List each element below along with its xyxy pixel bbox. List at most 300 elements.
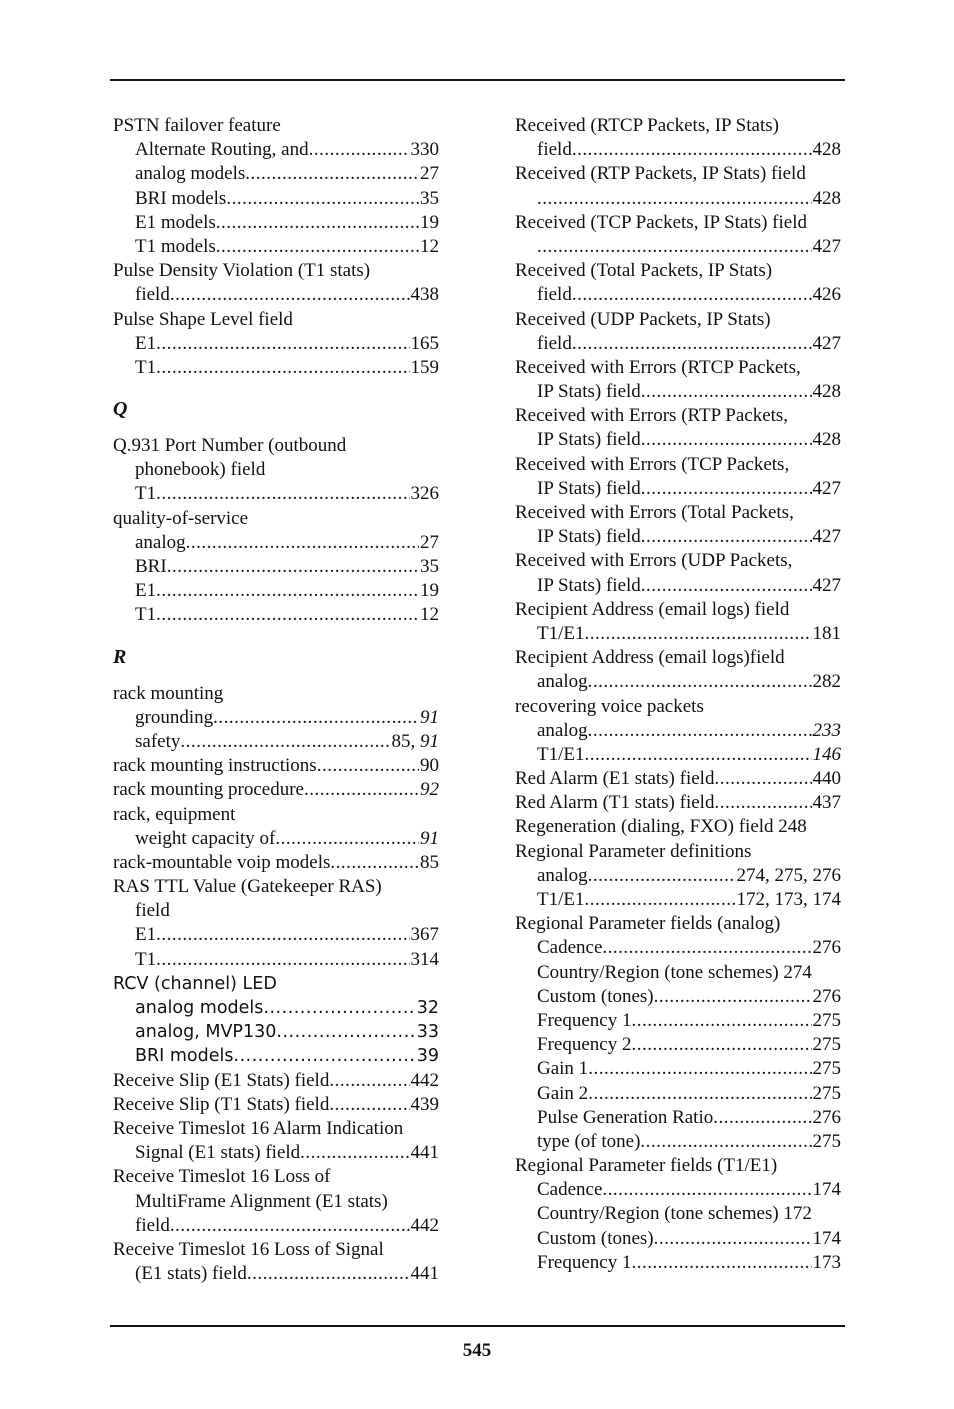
index-subentry xyxy=(515,1106,841,1130)
entry-term: weight capacity of xyxy=(135,827,276,849)
page-number-ref: 326 xyxy=(410,483,439,505)
dot-leader xyxy=(276,1020,415,1044)
page-number-ref: 427 xyxy=(812,235,841,257)
index-entry: Received with Errors (UDP Packets, xyxy=(515,550,793,572)
page-reference xyxy=(410,1262,440,1286)
entry-term: Custom (tones) xyxy=(537,985,654,1007)
page-number-ref: 165 xyxy=(410,332,439,354)
index-subentry xyxy=(515,525,841,549)
page-reference xyxy=(736,864,842,888)
page-number-ref: 233 xyxy=(812,719,841,741)
index-entry: Received (UDP Packets, IP Stats) xyxy=(515,308,771,330)
entry-term: field xyxy=(135,1214,170,1236)
entry-term: T1 xyxy=(135,356,157,378)
entry-term: Receive Slip (E1 Stats) field xyxy=(113,1069,330,1091)
page-reference xyxy=(812,1178,842,1202)
index-entry xyxy=(113,754,439,778)
entry-term: rack mounting instructions xyxy=(113,755,317,777)
index-subentry xyxy=(113,482,439,506)
index-letter-heading: R xyxy=(113,645,127,668)
index-subentry xyxy=(515,187,841,211)
entry-term: T1 xyxy=(135,948,157,970)
entry-term: field xyxy=(537,284,572,306)
dot-leader xyxy=(641,574,812,598)
page-number-ref: 181 xyxy=(812,622,841,644)
dot-leader xyxy=(588,670,812,694)
page-reference xyxy=(410,332,440,356)
dot-leader xyxy=(588,1057,811,1081)
dot-leader xyxy=(216,211,419,235)
page-reference xyxy=(812,1057,842,1081)
index-entry: Received with Errors (TCP Packets, xyxy=(515,453,790,475)
dot-leader xyxy=(641,428,812,452)
index-entry: RAS TTL Value (Gatekeeper RAS) xyxy=(113,876,382,898)
index-subentry xyxy=(515,380,841,404)
index-entry: quality-of-service xyxy=(113,507,249,529)
page-number-ref: 426 xyxy=(812,284,841,306)
page-number-ref: 427 xyxy=(812,477,841,499)
page-number-ref: 428 xyxy=(812,381,841,403)
index-entry xyxy=(113,778,439,802)
page-reference xyxy=(812,1009,842,1033)
dot-leader xyxy=(263,996,415,1020)
dot-leader xyxy=(572,138,812,162)
page-number-ref: 35 xyxy=(420,187,439,209)
page-reference xyxy=(419,827,439,851)
entry-term: Alternate Routing, and xyxy=(135,139,309,161)
index-entry: RCV (channel) LED xyxy=(113,973,277,994)
page-reference xyxy=(812,791,842,815)
index-subentry xyxy=(113,1044,439,1068)
index-subentry xyxy=(113,332,439,356)
dot-leader xyxy=(317,754,419,778)
entry-term: BRI models xyxy=(135,187,227,209)
page-reference xyxy=(812,574,842,598)
entry-term: Frequency 2 xyxy=(537,1034,632,1056)
index-subentry xyxy=(515,622,841,646)
page-reference xyxy=(419,603,439,627)
entry-term: field xyxy=(537,332,572,354)
dot-leader xyxy=(216,235,419,259)
entry-term: analog xyxy=(537,719,588,741)
page-number-ref: 276 xyxy=(812,1106,841,1128)
index-subentry xyxy=(113,996,439,1020)
index-entry: Received (Total Packets, IP Stats) xyxy=(515,260,773,282)
dot-leader xyxy=(300,1141,409,1165)
page-reference xyxy=(812,670,842,694)
index-entry xyxy=(113,851,439,875)
page-number-ref: 276 xyxy=(812,985,841,1007)
entry-term: analog xyxy=(537,671,588,693)
page-number-ref: 427 xyxy=(812,332,841,354)
page-number: 545 xyxy=(462,1340,492,1361)
page-number-ref: 172, 173, 174 xyxy=(736,889,841,910)
index-subentry: field xyxy=(135,900,170,922)
index-subentry xyxy=(515,574,841,598)
dot-leader xyxy=(304,778,419,802)
page-number-ref: 428 xyxy=(812,429,841,451)
dot-leader xyxy=(641,525,812,549)
index-entry xyxy=(515,767,841,791)
page-reference xyxy=(812,767,842,791)
index-entry xyxy=(113,1093,439,1117)
index-subentry xyxy=(515,719,841,743)
dot-leader xyxy=(588,719,812,743)
index-subentry: MultiFrame Alignment (E1 stats) xyxy=(135,1190,388,1212)
page-reference xyxy=(410,283,440,307)
entry-term: rack mounting procedure xyxy=(113,779,304,801)
index-subentry xyxy=(113,555,439,579)
page-number-ref: 174 xyxy=(812,1227,841,1249)
page-number-ref: 442 xyxy=(410,1214,439,1236)
dot-leader xyxy=(713,1106,811,1130)
page-reference xyxy=(410,1093,440,1117)
index-subentry xyxy=(515,428,841,452)
index-subentry xyxy=(113,138,439,162)
entry-term: T1 xyxy=(135,604,157,626)
dot-leader xyxy=(588,1082,811,1106)
dot-leader xyxy=(641,380,812,404)
index-subentry xyxy=(515,1057,841,1081)
page-reference xyxy=(812,283,842,307)
page-reference xyxy=(812,719,842,743)
dot-leader xyxy=(572,283,812,307)
entry-term: field xyxy=(537,139,572,161)
dot-leader xyxy=(156,482,409,506)
index-entry: rack mounting xyxy=(113,682,224,704)
index-subentry xyxy=(515,1082,841,1106)
page-number-ref: 275 xyxy=(812,1058,841,1080)
page-number-ref: 439 xyxy=(410,1093,439,1115)
page-reference xyxy=(812,743,842,767)
dot-leader xyxy=(170,283,410,307)
page-number-ref: 441 xyxy=(410,1142,439,1164)
page-number-ref: 428 xyxy=(812,187,841,209)
page-number-ref: 276 xyxy=(812,937,841,959)
index-entry: Regional Parameter fields (T1/E1) xyxy=(515,1155,778,1177)
page-number-ref: 27 xyxy=(420,531,439,553)
dot-leader xyxy=(631,1009,811,1033)
page-reference xyxy=(410,1141,440,1165)
page-number-ref: 92 xyxy=(420,779,439,801)
page-reference xyxy=(812,622,842,646)
page-number-ref: 19 xyxy=(420,580,439,602)
page-reference xyxy=(812,1082,842,1106)
index-entry: Receive Timeslot 16 Loss of xyxy=(113,1166,331,1188)
page-reference xyxy=(419,778,439,802)
entry-term: BRI xyxy=(135,556,167,577)
entry-term: grounding xyxy=(135,706,214,728)
index-entry: Receive Timeslot 16 Alarm Indication xyxy=(113,1117,404,1139)
dot-leader xyxy=(234,1044,416,1068)
page-number-ref: 174 xyxy=(812,1179,841,1201)
entry-term: T1 models xyxy=(135,235,216,257)
entry-term: analog xyxy=(537,864,588,886)
index-letter-heading: Q xyxy=(113,398,128,421)
page-reference xyxy=(812,380,842,404)
page-reference xyxy=(419,754,439,778)
entry-term: T1/E1 xyxy=(537,889,585,910)
index-subentry xyxy=(113,948,439,972)
entry-term: analog xyxy=(135,531,186,553)
index-subentry xyxy=(515,1227,841,1251)
index-entry: Pulse Density Violation (T1 stats) xyxy=(113,260,371,282)
dot-leader xyxy=(588,864,736,888)
index-subentry xyxy=(113,706,439,730)
dot-leader xyxy=(631,1033,811,1057)
index-subentry xyxy=(113,1020,439,1044)
page-reference xyxy=(812,1227,842,1251)
entry-term: T1/E1 xyxy=(537,622,585,644)
index-entry: Receive Timeslot 16 Loss of Signal xyxy=(113,1238,384,1260)
entry-term: (E1 stats) field xyxy=(135,1263,247,1285)
entry-term: IP Stats) field xyxy=(537,526,641,548)
page-number-ref: 12 xyxy=(420,604,439,626)
page-reference xyxy=(812,332,842,356)
entry-term: Red Alarm (T1 stats) field xyxy=(515,792,715,814)
entry-term: field xyxy=(135,284,170,306)
dot-leader xyxy=(156,603,419,627)
index-entry: Regional Parameter fields (analog) xyxy=(515,913,781,935)
page-number-ref: 427 xyxy=(812,574,841,596)
page-reference xyxy=(419,162,439,186)
index-subentry xyxy=(515,283,841,307)
dot-leader xyxy=(275,827,419,851)
page-number-ref: 438 xyxy=(410,284,439,306)
entry-term: Signal (E1 stats) field xyxy=(135,1142,301,1164)
entry-term: E1 xyxy=(135,332,157,354)
entry-term: IP Stats) field xyxy=(537,477,641,499)
entry-term: analog models xyxy=(135,163,246,185)
index-entry: PSTN failover feature xyxy=(113,115,281,136)
page-reference xyxy=(410,1069,440,1093)
index-subentry xyxy=(113,1141,439,1165)
index-subentry xyxy=(113,730,439,754)
page-number-ref: 274, 275, 276 xyxy=(736,864,841,886)
index-subentry xyxy=(515,985,841,1009)
dot-leader xyxy=(631,1251,811,1275)
dot-leader xyxy=(714,767,811,791)
dot-leader xyxy=(714,791,811,815)
page-number-ref: 39 xyxy=(416,1046,439,1067)
dot-leader xyxy=(245,162,419,186)
page-number-ref: 441 xyxy=(410,1263,439,1285)
entry-term: E1 models xyxy=(135,211,216,233)
page-reference xyxy=(812,477,842,501)
dot-leader xyxy=(156,356,409,380)
page-number-ref: 35 xyxy=(420,556,439,577)
entry-term: BRI models xyxy=(135,1046,234,1067)
entry-term: Red Alarm (E1 stats) field xyxy=(515,768,715,790)
index-subentry xyxy=(113,603,439,627)
entry-term: Gain 1 xyxy=(537,1058,589,1080)
entry-term: Frequency 1 xyxy=(537,1009,632,1031)
page-number-ref: 85 xyxy=(420,851,439,873)
dot-leader xyxy=(537,235,812,259)
dot-leader xyxy=(156,579,419,603)
page-reference xyxy=(812,1130,842,1154)
index-column-right xyxy=(515,114,841,1275)
index-subentry xyxy=(113,283,439,307)
dot-leader xyxy=(186,531,419,555)
index-entry: Received (RTP Packets, IP Stats) field xyxy=(515,163,806,185)
page-number-ref: 90 xyxy=(420,755,439,777)
dot-leader xyxy=(640,1130,811,1154)
index-entry: Regeneration (dialing, FXO) field 248 xyxy=(515,816,807,838)
entry-term: Receive Slip (T1 Stats) field xyxy=(113,1093,330,1115)
page-reference xyxy=(419,235,439,259)
page-reference xyxy=(416,996,439,1020)
page-reference xyxy=(419,211,439,235)
page-reference xyxy=(410,948,440,972)
page-number-ref: 27 xyxy=(420,163,439,185)
entry-term: Custom (tones) xyxy=(537,1227,654,1249)
dot-leader xyxy=(572,332,812,356)
index-entry xyxy=(113,1069,439,1093)
page-number-ref: 367 xyxy=(410,924,439,946)
page-number-ref: 91 xyxy=(420,827,439,849)
index-subentry xyxy=(515,888,841,912)
index-subentry xyxy=(515,1130,841,1154)
index-subentry xyxy=(113,531,439,555)
index-subentry: Country/Region (tone schemes) 274 xyxy=(537,961,812,983)
index-subentry xyxy=(113,187,439,211)
page-reference xyxy=(416,1020,439,1044)
index-subentry xyxy=(515,477,841,501)
page-reference xyxy=(736,888,842,912)
entry-term: type (of tone) xyxy=(537,1130,641,1152)
page-reference xyxy=(419,579,439,603)
index-subentry xyxy=(515,936,841,960)
page-number-ref: 33 xyxy=(416,1022,439,1043)
index-subentry: phonebook) field xyxy=(135,459,266,481)
page-number-ref: 173 xyxy=(812,1251,841,1273)
index-subentry xyxy=(515,864,841,888)
page-reference xyxy=(812,525,842,549)
page-reference xyxy=(410,482,440,506)
page-reference xyxy=(812,428,842,452)
page-number-ref: 314 xyxy=(410,948,439,970)
index-subentry xyxy=(113,356,439,380)
index-entry: Recipient Address (email logs) field xyxy=(515,598,790,620)
page-reference xyxy=(812,985,842,1009)
entry-term: E1 xyxy=(135,580,157,602)
page-number-ref: 91 xyxy=(420,706,439,728)
entry-term: E1 xyxy=(135,924,157,946)
index-subentry xyxy=(515,1251,841,1275)
page-number-ref: 440 xyxy=(812,768,841,790)
page-number-ref: 159 xyxy=(410,356,439,378)
dot-leader xyxy=(602,1178,811,1202)
dot-leader xyxy=(537,187,812,211)
index-column-left xyxy=(113,114,439,1286)
page-reference xyxy=(812,138,842,162)
page-reference xyxy=(812,936,842,960)
dot-leader xyxy=(602,936,811,960)
index-subentry xyxy=(113,211,439,235)
page-reference xyxy=(410,356,440,380)
page-number-ref: 442 xyxy=(410,1069,439,1091)
dot-leader xyxy=(226,187,419,211)
dot-leader xyxy=(156,948,409,972)
dot-leader xyxy=(167,555,419,579)
entry-term: analog, MVP130 xyxy=(135,1022,277,1043)
page-number-ref: 146 xyxy=(812,743,841,765)
entry-term: Cadence xyxy=(537,1179,603,1201)
index-entry: Pulse Shape Level field xyxy=(113,308,293,330)
dot-leader xyxy=(156,923,409,947)
index-entry: Received (RTCP Packets, IP Stats) xyxy=(515,115,779,136)
header-rule xyxy=(110,79,845,81)
page-reference xyxy=(419,555,439,579)
index-subentry xyxy=(113,923,439,947)
page-number-ref: 275 xyxy=(812,1130,841,1152)
dot-leader xyxy=(641,477,812,501)
page-reference xyxy=(410,923,440,947)
index-subentry xyxy=(515,670,841,694)
index-subentry xyxy=(515,743,841,767)
page-reference xyxy=(812,187,842,211)
entry-term: T1/E1 xyxy=(537,743,585,765)
index-subentry xyxy=(113,579,439,603)
index-subentry xyxy=(515,1009,841,1033)
page-number-ref: 275 xyxy=(812,1009,841,1031)
index-entry: Q.931 Port Number (outbound xyxy=(113,435,347,457)
dot-leader xyxy=(654,985,812,1009)
dot-leader xyxy=(585,622,812,646)
index-entry xyxy=(515,791,841,815)
dot-leader xyxy=(180,730,390,754)
index-entry: Regional Parameter definitions xyxy=(515,840,752,862)
dot-leader xyxy=(170,1214,410,1238)
entry-term: IP Stats) field xyxy=(537,381,641,403)
page-reference xyxy=(419,706,439,730)
dot-leader xyxy=(156,332,409,356)
page-reference xyxy=(410,138,440,162)
index-entry: Received with Errors (RTP Packets, xyxy=(515,405,789,427)
entry-term: Cadence xyxy=(537,937,603,959)
page-reference xyxy=(812,235,842,259)
footer-rule xyxy=(110,1325,845,1327)
index-subentry xyxy=(515,1178,841,1202)
index-entry: recovering voice packets xyxy=(515,695,704,717)
entry-term: rack-mountable voip models xyxy=(113,851,331,873)
page-number-ref: 12 xyxy=(420,235,439,257)
page-reference xyxy=(419,187,439,211)
entry-term: analog models xyxy=(135,998,264,1018)
dot-leader xyxy=(585,743,812,767)
page-number-ref: 85, xyxy=(391,730,420,752)
page-reference xyxy=(812,1033,842,1057)
page-number-ref: 437 xyxy=(812,792,841,814)
page-number-ref: 282 xyxy=(812,671,841,693)
index-subentry xyxy=(515,332,841,356)
page-reference xyxy=(419,531,439,555)
page-number-ref: 91 xyxy=(420,730,439,752)
dot-leader xyxy=(247,1262,410,1286)
dot-leader xyxy=(330,851,419,875)
index-subentry xyxy=(515,235,841,259)
page-reference xyxy=(391,730,440,754)
page-number-ref: 275 xyxy=(812,1034,841,1056)
index-entry: Received with Errors (Total Packets, xyxy=(515,502,794,523)
entry-term: safety xyxy=(135,730,181,752)
dot-leader xyxy=(213,706,419,730)
entry-term: Pulse Generation Ratio xyxy=(537,1106,714,1128)
entry-term: T1 xyxy=(135,483,157,505)
page-number-ref: 275 xyxy=(812,1082,841,1104)
dot-leader xyxy=(329,1093,409,1117)
